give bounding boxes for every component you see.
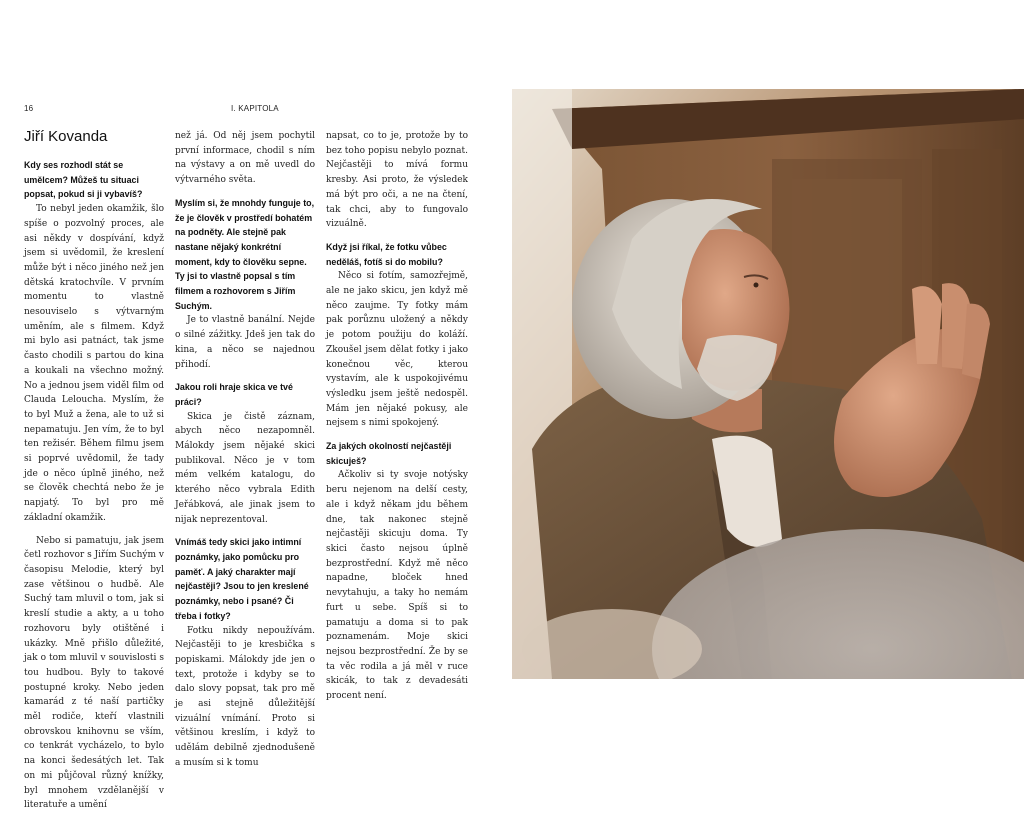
portrait-illustration	[512, 89, 1024, 679]
answer-paragraph-part-1: Nebo si pamatuju, jak jsem četl rozhovor s Jiřím Suchým v časopisu Melodie, který byl zase většinou o hudbě. Ale Suchý tam mluvil o tom, jak si kreslí studie a akty, a u toho rozhovoru byly otištěné i ukázky. Mně přišlo důležité, jak o tom mluvil v souvislosti s tou hudbou. Byly to takové postupné kroky. Nebo jeden kamarád z té naší partičky měl rodiče, kteří vlastnili obrovskou knihovnu se vším, co tenkrát vycházelo, to bylo na konci šedesátých let. Tak on mi půjčoval různý knížky, byl mnohem vzdělanější v literatuře a umění	[24, 535, 164, 811]
answer-paragraph: Ačkoliv si ty svoje notýsky beru nejenom na delší cesty, ale i když někam jdu během dne, tak nakonec stejně nejčastěji skicuju doma. Ty skici často nejsou úplně bezprostřední. Když mě něco napadne, bloček hned nevytahuju, a taky ho nemám furt u sebe. Spíš si to pamatuju a doma si to pak poznamenám. Moje skici nejsou bezprostřední. Že by se ta věc rodila a já měl v ruce skicák, to tak z devadesáti procent není.	[326, 470, 468, 702]
chapter-heading: I. KAPITOLA	[231, 104, 279, 113]
answer-paragraph: Je to vlastně banální. Nejde o silné zážitky. Jdeš jen tak do kina, a něco se najednou přihodí.	[175, 315, 315, 370]
question: Jakou roli hraje skica ve tvé práci?	[175, 382, 293, 407]
question: Kdy ses rozhodl stát se umělcem? Můžeš tu situaci popsat, pokud si ji vybavíš?	[24, 160, 143, 200]
question: Za jakých okolností nejčastěji skicuješ?	[326, 441, 452, 466]
interview-title: Jiří Kovanda	[24, 128, 108, 145]
question: Vnímáš tedy skici jako intimní poznámky, jako pomůcku pro paměť. A jaký charakter mají nejčastěji? Jsou to jen kreslené poznámky, nebo i psané? Či třeba i fotky?	[175, 537, 309, 621]
question: Když jsi říkal, že fotku vůbec neděláš, fotíš si do mobilu?	[326, 241, 447, 267]
portrait-photo	[512, 89, 1024, 679]
answer-paragraph-part-2: než já. Od něj jsem pochytil první informace, chodil s ním na výstavy a on mě uvedl do výtvarného světa.	[175, 131, 315, 186]
text-column-1	[24, 158, 164, 813]
text-column-2	[175, 129, 315, 771]
question: Myslím si, že mnohdy funguje to, že je člověk v prostředí bohatém na podněty. Ale stejně pak nastane nějaký konkrétní moment, kdy to člověku sepne. Ty jsi to vlastně popsal s tím filmem a rozhovorem s Jiřím Suchým.	[175, 197, 315, 311]
text-column-3	[326, 129, 468, 704]
page-number: 16	[24, 104, 34, 113]
answer-paragraph: To nebyl jeden okamžik, šlo spíše o pozvolný proces, ale asi někdy v dospívání, když jsem si uvědomil, že kreslení může být i něco jiného než jen dětská kratochvíle. V prvním momentu to vlastně nesouviselo s výtvarným uměním, ale s filmem. Když mi bylo asi patnáct, tak jsme často chodili s partou do kina a koukali na všechno možný. No a jednou jsem viděl film od Clauda Lelouchа. Myslím, že to byl Muž a žena, ale to už si nepamatuju. Jen vím, že to byl ten režisér. Během filmu jsem si poprvé uvědomil, že tady jde o něco úplně jiného, než se člověk chechtá nebo že je napjatý. To byl pro mě základní okamžik.	[24, 204, 164, 523]
answer-paragraph: Něco si fotím, samozřejmě, ale ne jako skicu, jen když mě něco zaujme. Ty fotky mám pak porůznu uložený a někdy je potom použiju do koláží. Zkoušel jsem dělat fotky i jako konečnou věc, kterou vystavím, ale k uspokojivému výsledku jsem ještě nedospěl. Mám jen nějaké pokusy, ale nejsem s nimi spokojený.	[326, 271, 468, 429]
answer-paragraph: Skica je čistě záznam, abych něco nezapomněl. Málokdy jsem nějaké skici publikoval. Něco je v tom mém velkém katalogu, do kterého něco vybrala Edith Jeřábková, ale jinak jsem to nijak neprezentoval.	[175, 411, 315, 525]
answer-paragraph-part-1: Fotku nikdy nepoužívám. Nejčastěji to je kresbička s popiskami. Málokdy jde jen o text, protože i kdyby se to dalo slovy popsat, tak pro mě je asi stejně důležitější vizuální vnímání. Proto si většinou kreslím, i když to udělám debilně zjednodušeně a musím si k tomu	[175, 625, 315, 768]
answer-paragraph-part-2: napsat, co to je, protože by to bez toho popisu nebylo poznat. Nejčastěji to mívá formu kresby. Asi proto, že výsledek má být pro oči, a ne na čtení, tak chci, aby to fungovalo vizuálně.	[326, 131, 468, 230]
